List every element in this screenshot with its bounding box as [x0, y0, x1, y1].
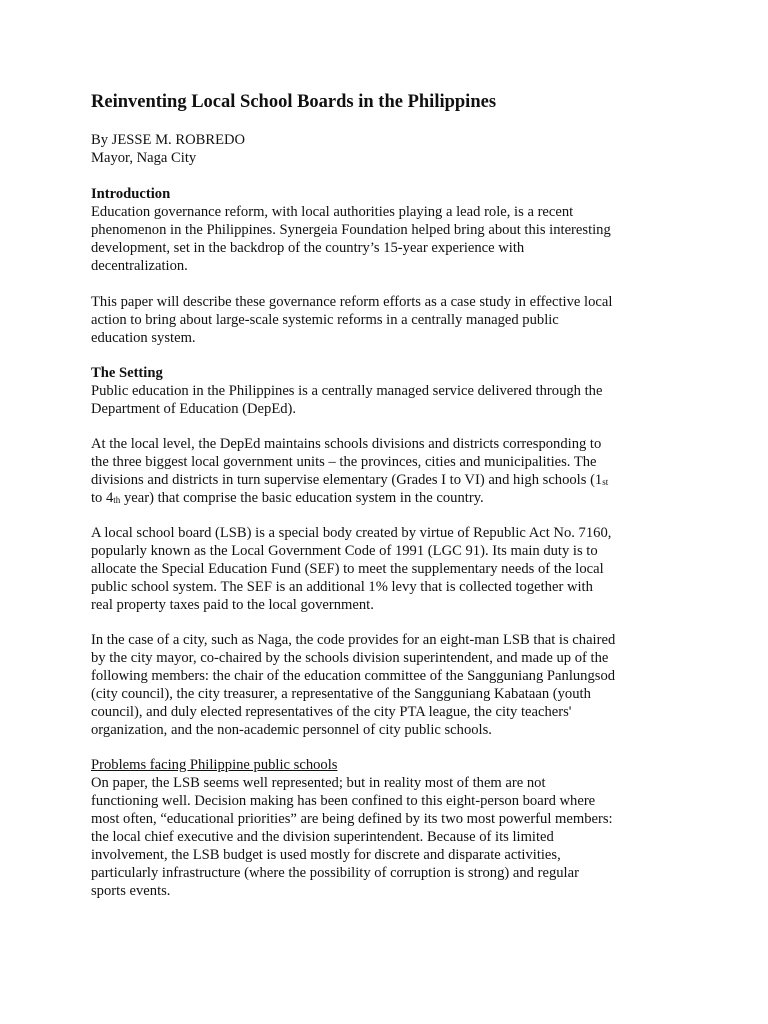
paragraph-line: allocate the Special Education Fund (SEF) to meet the supplementary needs of the local: [91, 561, 604, 577]
setting-section: [91, 364, 602, 418]
paragraph-line: Department of Education (DepEd).: [91, 401, 297, 417]
paragraph-text: to 4: [91, 490, 114, 506]
author-name: By JESSE M. ROBREDO: [91, 132, 246, 148]
introduction-section: [91, 185, 611, 275]
paragraph-line: by the city mayor, co-chaired by the schools division superintendent, and made up of the: [91, 650, 609, 666]
introduction-paragraph-2: [91, 293, 612, 347]
paragraph-text: year) that comprise the basic education system in the country.: [120, 490, 484, 506]
paragraph-line: action to bring about large-scale systemic reforms in a centrally managed public: [91, 312, 559, 328]
paragraph-line: development, set in the backdrop of the country’s 15-year experience with: [91, 240, 525, 256]
paragraph-line: phenomenon in the Philippines. Synergeia Foundation helped bring about this interesting: [91, 222, 611, 238]
paragraph-line: Public education in the Philippines is a centrally managed service delivered through the: [91, 383, 603, 399]
ordinal-suffix: st: [602, 477, 609, 487]
byline-block: [91, 131, 245, 167]
setting-paragraph-4: [91, 631, 615, 739]
paragraph-line: education system.: [91, 330, 196, 346]
paragraph-line: functioning well. Decision making has been confined to this eight-person board where: [91, 793, 596, 809]
paragraph-line: On paper, the LSB seems well represented; but in reality most of them are not: [91, 775, 546, 791]
ordinal-suffix: th: [113, 495, 121, 505]
setting-paragraph-3: [91, 524, 611, 614]
paragraph-line: sports events.: [91, 883, 171, 899]
paragraph-line: involvement, the LSB budget is used mostly for discrete and disparate activities,: [91, 847, 561, 863]
paragraph-line: the local chief executive and the division superintendent. Because of its limited: [91, 829, 554, 845]
section-heading-setting: The Setting: [91, 365, 163, 381]
paragraph-line: decentralization.: [91, 258, 188, 274]
paragraph-line: In the case of a city, such as Naga, the code provides for an eight-man LSB that is chaired: [91, 632, 616, 648]
paragraph-line: [91, 471, 608, 489]
paragraph-line: A local school board (LSB) is a special body created by virtue of Republic Act No. 7160,: [91, 525, 612, 541]
paragraph-line: (city council), the city treasurer, a representative of the Sangguniang Kabataan (youth: [91, 686, 591, 702]
page-title: Reinventing Local School Boards in the Philippines: [91, 92, 497, 112]
paragraph-line: organization, and the non-academic personnel of city public schools.: [91, 722, 492, 738]
paragraph-line: [91, 489, 608, 507]
problems-section: [91, 756, 613, 900]
paragraph-line: This paper will describe these governance reform efforts as a case study in effective local: [91, 294, 613, 310]
paragraph-line: Education governance reform, with local authorities playing a lead role, is a recent: [91, 204, 574, 220]
paragraph-line: popularly known as the Local Government Code of 1991 (LGC 91). Its main duty is to: [91, 543, 598, 559]
paragraph-line: following members: the chair of the education committee of the Sangguniang Panlungsod: [91, 668, 616, 684]
section-heading-introduction: Introduction: [91, 186, 171, 202]
paragraph-line: council), and duly elected representatives of the city PTA league, the city teachers': [91, 704, 572, 720]
paragraph-line: public school system. The SEF is an additional 1% levy that is collected together with: [91, 579, 593, 595]
paragraph-line: the three biggest local government units – the provinces, cities and municipalities. The: [91, 454, 597, 470]
setting-paragraph-2: [91, 435, 608, 507]
paragraph-line: real property taxes paid to the local government.: [91, 597, 374, 613]
author-role: Mayor, Naga City: [91, 150, 197, 166]
paragraph-line: particularly infrastructure (where the possibility of corruption is strong) and regular: [91, 865, 579, 881]
paragraph-line: most often, “educational priorities” are being defined by its two most powerful members:: [91, 811, 613, 827]
paragraph-text: divisions and districts in turn supervise elementary (Grades I to VI) and high schools (1: [91, 472, 603, 488]
paragraph-line: At the local level, the DepEd maintains schools divisions and districts corresponding to: [91, 436, 602, 452]
section-heading-problems: Problems facing Philippine public schools: [91, 757, 338, 773]
